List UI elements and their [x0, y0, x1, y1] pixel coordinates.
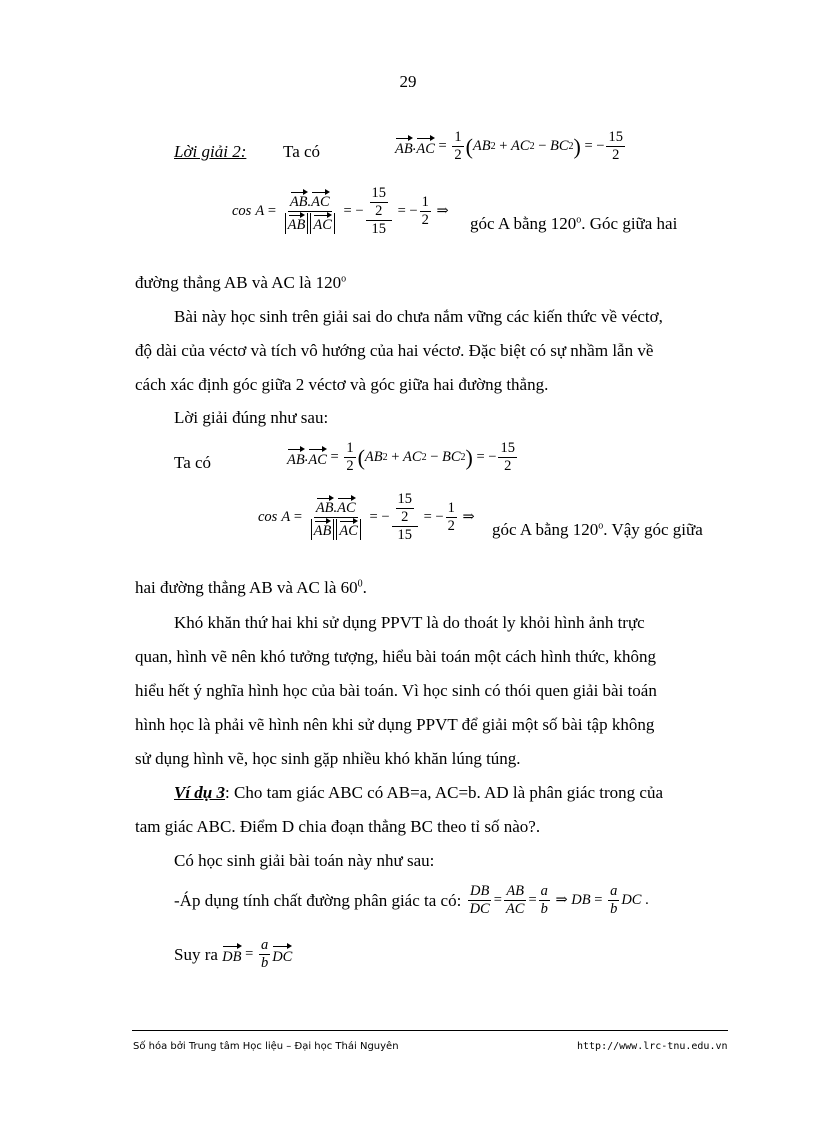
para2-line2: quan, hình vẽ nên khó tưởng tượng, hiểu bài toán một cách hình thức, không — [135, 647, 657, 666]
cos-result-1: góc A bằng 120$^o$. Góc giữa hai — [470, 214, 678, 233]
cos-formula-2: cos A = $\frac{AB.AC}{\text{AB AC}}$ = − $\frac{\frac{15}{2}}{15}$ = − $\frac{1}{2}$ ⇒ — [258, 491, 475, 544]
para1-line2: độ dài của véctơ và tích vô hướng của hai véctơ. Đặc biệt có sự nhầm lẫn về — [135, 341, 654, 360]
para2-line4: hình học là phải vẽ hình nên khi sử dụng PPVT để giải một số bài tập không — [135, 715, 655, 734]
student-solution-intro: Có học sinh giải bài toán này như sau: — [174, 851, 435, 870]
ta-co-2: Ta có — [174, 453, 212, 472]
para1-line3: cách xác định góc giữa 2 véctơ và góc giữa hai đường thẳng. — [135, 375, 549, 394]
example-3-line1: Ví dụ 3: Cho tam giác ABC có AB=a, AC=b. AD là phân giác trong của — [174, 783, 664, 802]
example-3-label: Ví dụ 3 — [174, 783, 226, 802]
angle-line-2: hai đường thẳng AB và AC là $60^0$. — [135, 578, 367, 597]
para2-line1: Khó khăn thứ hai khi sử dụng PPVT là do thoát ly khỏi hình ảnh trực — [174, 613, 645, 632]
bisector-line: -Áp dụng tính chất đường phân giác ta có: $\frac{DB}{DC}$ = $\frac{AB}{AC}$ = $\frac{a}{b}$ ⇒ DB = $\frac{a}{b}$ DC . — [174, 883, 649, 918]
ta-co-1: Ta có — [283, 142, 321, 161]
para1-line1: Bài này học sinh trên giải sai do chưa nắm vững các kiến thức về véctơ, — [174, 307, 663, 326]
para2-line5: sử dụng hình vẽ, học sinh gặp nhiều khó khăn lúng túng. — [135, 749, 521, 768]
cos-formula-1: cos A = $\frac{AB.AC}{\text{AB AC}}$ = − $\frac{\frac{15}{2}}{15}$ = − $\frac{1}{2}$ ⇒ — [232, 185, 449, 238]
footer-url[interactable]: http://www.lrc-tnu.edu.vn — [577, 1041, 728, 1052]
suy-ra-line: Suy ra DB = $\frac{a}{b}$ DC — [174, 937, 293, 972]
solution-2-label: Lời giải 2: — [174, 142, 247, 161]
cos-result-2: góc A bằng 120$^o$. Vậy góc giữa — [492, 520, 703, 539]
footer-source: Số hóa bởi Trung tâm Học liệu – Đại học Thái Nguyên — [133, 1041, 399, 1052]
footer-divider — [132, 1030, 728, 1031]
dot-product-equation-2: AB . AC = $\frac{1}{2}$ ( AB 2 + AC 2 − BC 2 ) = − $\frac{15}{2}$ — [287, 440, 515, 475]
page-number: 29 — [399, 72, 417, 91]
solution-2-line — [174, 142, 246, 162]
angle-line-1: đường thẳng AB và AC là 120$^o$ — [135, 273, 347, 292]
correct-solution-intro: Lời giải đúng như sau: — [174, 408, 329, 427]
para2-line3: hiểu hết ý nghĩa hình học của bài toán. Vì học sinh có thói quen giải bài toán — [135, 681, 657, 700]
example-3-line2: tam giác ABC. Điểm D chia đoạn thẳng BC theo tỉ số nào?. — [135, 817, 541, 836]
dot-product-equation-1: AB . AC = $\frac{1}{2}$ ( AB 2 + AC 2 − BC 2 ) = − $\frac{15}{2}$ — [395, 129, 623, 164]
